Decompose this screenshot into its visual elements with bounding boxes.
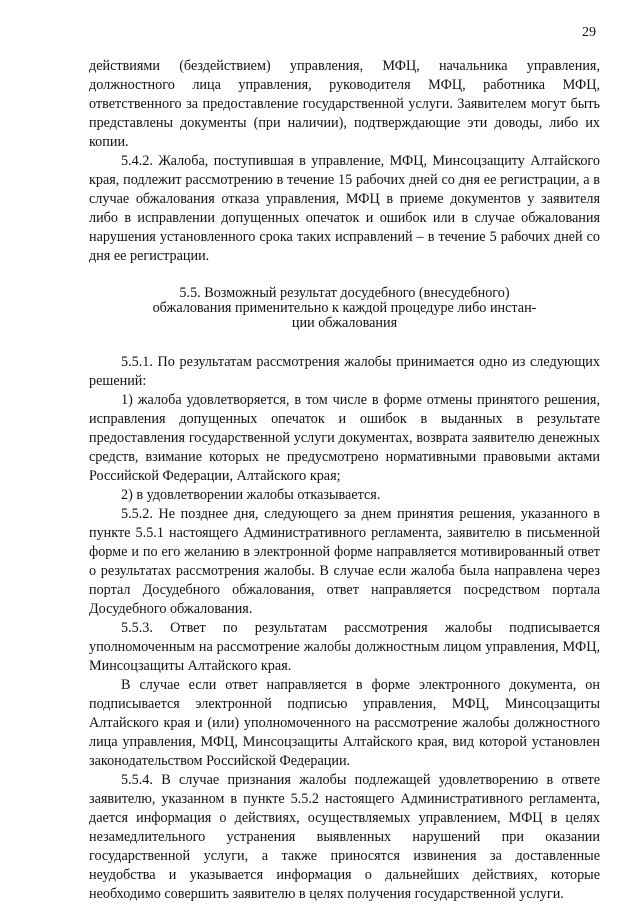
section-heading-line: обжалования применительно к каждой процедуре либо инстан-: [152, 300, 537, 316]
paragraph-5-4-2: 5.4.2. Жалоба, поступившая в управление, МФЦ, Минсоцзащиту Алтайского края, подлежит рассмотрению в течение 15 рабочих дней со дня ее регистрации, а в случае обжалования отказа управления, МФЦ в приеме документов у заявителя либо в исправлении допущенных опечаток и ошибок или в случае обжалования нарушения установленного срока таких исправлений – в течение 5 рабочих дней со дня ее регистрации.: [89, 153, 600, 264]
paragraph-electronic-answer: В случае если ответ направляется в форме электронного документа, он подписывается электронной подписью управления, МФЦ, Минсоцзащиты Алтайского края и (или) уполномоченного на рассмотрение жалобы должностного лица управления, МФЦ, Минсоцзащиты Алтайского края, вид которой установлен законодательством Российской Федерации.: [89, 677, 600, 769]
paragraph-5-5-1: 5.5.1. По результатам рассмотрения жалобы принимается одно из следующих решений:: [89, 354, 600, 389]
paragraph-5-5-3: 5.5.3. Ответ по результатам рассмотрения жалобы подписывается уполномоченным на рассмотрение жалобы должностным лицом управления, МФЦ, Минсоцзащиты Алтайского края.: [89, 620, 600, 674]
section-heading-line: 5.5. Возможный результат досудебного (внесудебного): [179, 285, 510, 301]
page-number: 29: [582, 25, 596, 40]
section-heading-line: ции обжалования: [291, 315, 398, 331]
paragraph-5-5-4: 5.5.4. В случае признания жалобы подлежащей удовлетворению в ответе заявителю, указанном в пункте 5.5.2 настоящего Административного регламента, дается информация о действиях, осуществляемых управлением, МФЦ в целях незамедлительного устранения выявленных нарушений при оказании государственной услуги, а также приносятся извинения за доставленные неудобства и указывается информация о дальнейших действиях, которые необходимо совершить заявителю в целях получения государственной услуги.: [89, 772, 600, 902]
paragraph-5-5-2: 5.5.2. Не позднее дня, следующего за днем принятия решения, указанного в пункте 5.5.1 настоящего Административного регламента, заявителю в письменной форме и по его желанию в электронной форме направляется мотивированный ответ о результатах рассмотрения жалобы. В случае если жалоба была направлена через портал Досудебного обжалования, ответ направляется посредством портала Досудебного обжалования.: [89, 506, 600, 617]
document-body: [89, 57, 600, 904]
list-item-1: 1) жалоба удовлетворяется, в том числе в форме отмены принятого решения, исправления допущенных опечаток и ошибок в выданных в результате предоставления государственной услуги документах, возврата заявителю денежных средств, взимание которых не предусмотрено нормативными правовыми актами Российской Федерации, Алтайского края;: [89, 392, 600, 484]
paragraph: действиями (бездействием) управления, МФЦ, начальника управления, должностного лица управления, руководителя МФЦ, работника МФЦ, ответственного за предоставление государственной услуги. Заявителем могут быть представлены документы (при наличии), подтверждающие эти доводы, либо их копии.: [89, 58, 600, 150]
list-item-2: 2) в удовлетворении жалобы отказывается.: [121, 487, 381, 503]
section-heading-5-5: [89, 286, 600, 331]
